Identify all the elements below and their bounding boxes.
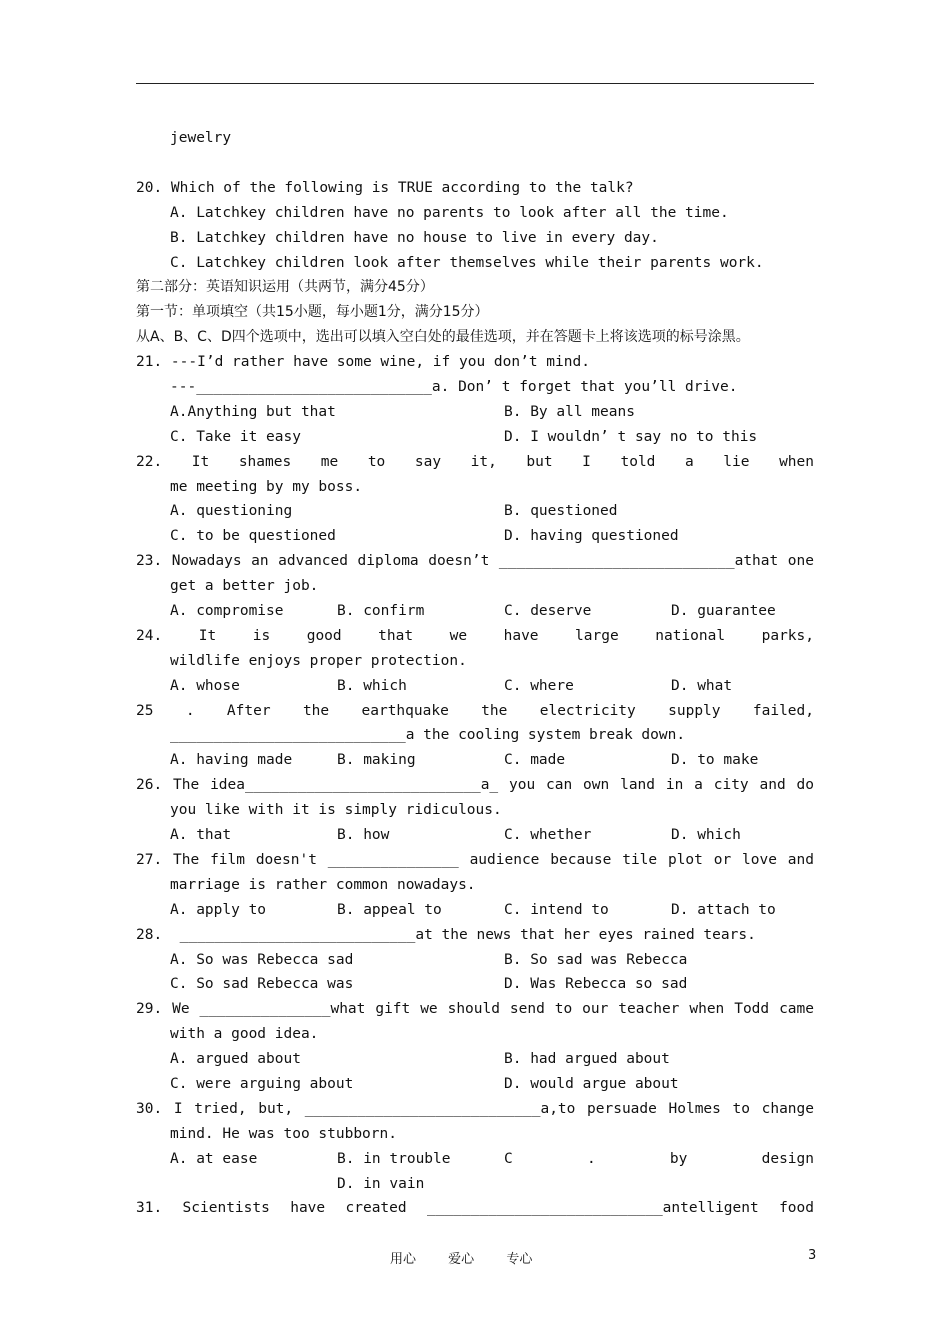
q30-stem: 30. I tried, but, ___________________________a,to persuade Holmes to change	[136, 1100, 814, 1117]
q22-option-c: C. to be questioned	[170, 528, 336, 545]
q21-option-b: B. By all means	[504, 403, 635, 420]
q21-option-d: D. I wouldn’ t say no to this	[504, 428, 758, 445]
q24-stem: 24. It is good that we have large national parks,	[136, 627, 814, 644]
q28-stem: 28. ___________________________at the news that her eyes rained tears.	[136, 926, 756, 943]
footer-word-1: 用心	[390, 1252, 417, 1267]
q29-option-d: D. would argue about	[504, 1075, 679, 1092]
q23-option-b: B. confirm	[337, 603, 425, 620]
q26-option-d: D. which	[671, 827, 741, 844]
q26-option-a: A. that	[170, 827, 232, 844]
q28-option-c: C. So sad Rebecca was	[170, 976, 354, 993]
header-rule	[136, 83, 814, 84]
q27-option-b: B. appeal to	[337, 901, 442, 918]
q28-option-d: D. Was Rebecca so sad	[504, 976, 688, 993]
q20-stem: 20. Which of the following is TRUE according to the talk?	[136, 179, 634, 196]
q22-option-a: A. questioning	[170, 503, 293, 520]
q28-option-a: A. So was Rebecca sad	[170, 951, 354, 968]
q25-option-c: C. made	[504, 752, 566, 769]
q31-stem: 31. Scientists have created ___________________________antelligent food	[136, 1200, 814, 1217]
part2-heading: 第二部分：英语知识运用（共两节，满分45分）	[136, 279, 434, 296]
q26-option-b: B. how	[337, 827, 390, 844]
q24-option-b: B. which	[337, 677, 407, 694]
q24-option-a: A. whose	[170, 677, 240, 694]
section1-heading: 第一节：单项填空（共15小题，每小题1分，满分15分）	[136, 304, 489, 321]
q28-option-b: B. So sad was Rebecca	[504, 951, 688, 968]
q27-option-c: C. intend to	[504, 901, 609, 918]
q27-stem-2: marriage is rather common nowadays.	[170, 876, 476, 893]
q20-option-a: A. Latchkey children have no parents to look after all the time.	[170, 204, 729, 221]
q26-option-c: C. whether	[504, 827, 592, 844]
q30-option-b: B. in trouble	[337, 1150, 451, 1167]
q24-option-c: C. where	[504, 677, 574, 694]
q27-option-d: D. attach to	[671, 901, 776, 918]
q23-stem-2: get a better job.	[170, 578, 319, 595]
q26-stem: 26. The idea___________________________a_ you can own land in a city and do	[136, 777, 814, 794]
page-content	[136, 126, 814, 1221]
q25-option-b: B. making	[337, 752, 416, 769]
q29-option-a: A. argued about	[170, 1051, 301, 1068]
q25-option-a: A. having made	[170, 752, 293, 769]
q21-option-c: C. Take it easy	[170, 428, 301, 445]
q24-stem-2: wildlife enjoys proper protection.	[170, 652, 467, 669]
q25-stem: 25 . After the earthquake the electricity supply failed,	[136, 702, 814, 719]
q22-stem-2: me meeting by my boss.	[170, 478, 363, 495]
q30-option-c: C . by design	[504, 1150, 814, 1167]
footer-word-3: 专心	[506, 1252, 533, 1267]
q23-stem: 23. Nowadays an advanced diploma doesn’t ___________________________athat one	[136, 553, 814, 570]
q27-option-a: A. apply to	[170, 901, 267, 918]
q26-stem-2: you like with it is simply ridiculous.	[170, 802, 502, 819]
q30-option-a: A. at ease	[170, 1150, 258, 1167]
q25-option-d: D. to make	[671, 752, 759, 769]
q22-option-d: D. having questioned	[504, 528, 679, 545]
page-number: 3	[808, 1248, 817, 1263]
q21-option-a: A.Anything but that	[170, 403, 336, 420]
q29-option-b: B. had argued about	[504, 1051, 670, 1068]
q21-stem-2: ---___________________________a. Don’ t forget that you’ll drive.	[170, 379, 738, 396]
q23-option-a: A. compromise	[170, 603, 284, 620]
q30-option-d: D. in vain	[337, 1175, 425, 1192]
q29-stem: 29. We _______________what gift we should send to our teacher when Todd came	[136, 1001, 814, 1018]
q20-option-c: C. Latchkey children look after themselves while their parents work.	[170, 254, 764, 271]
q22-stem: 22. It shames me to say it, but I told a lie when	[136, 453, 814, 470]
q25-stem-2: ___________________________a the cooling system break down.	[170, 727, 686, 744]
footer-word-2: 爱心	[448, 1252, 475, 1267]
q29-stem-2: with a good idea.	[170, 1026, 319, 1043]
instructions: 从A、B、C、D四个选项中，选出可以填入空白处的最佳选项，并在答题卡上将该选项的标号涂黑。	[136, 329, 750, 346]
q29-option-c: C. were arguing about	[170, 1075, 354, 1092]
q24-option-d: D. what	[671, 677, 733, 694]
q23-option-d: D. guarantee	[671, 603, 776, 620]
q20-option-b: B. Latchkey children have no house to live in every day.	[170, 229, 659, 246]
q23-option-c: C. deserve	[504, 603, 592, 620]
q27-stem: 27. The film doesn't _______________ audience because tile plot or love and	[136, 851, 814, 868]
q21-stem: 21. ---I’d rather have some wine, if you don’t mind.	[136, 354, 590, 371]
q30-stem-2: mind. He was too stubborn.	[170, 1125, 397, 1142]
continued-word: jewelry	[170, 130, 232, 146]
q22-option-b: B. questioned	[504, 503, 618, 520]
